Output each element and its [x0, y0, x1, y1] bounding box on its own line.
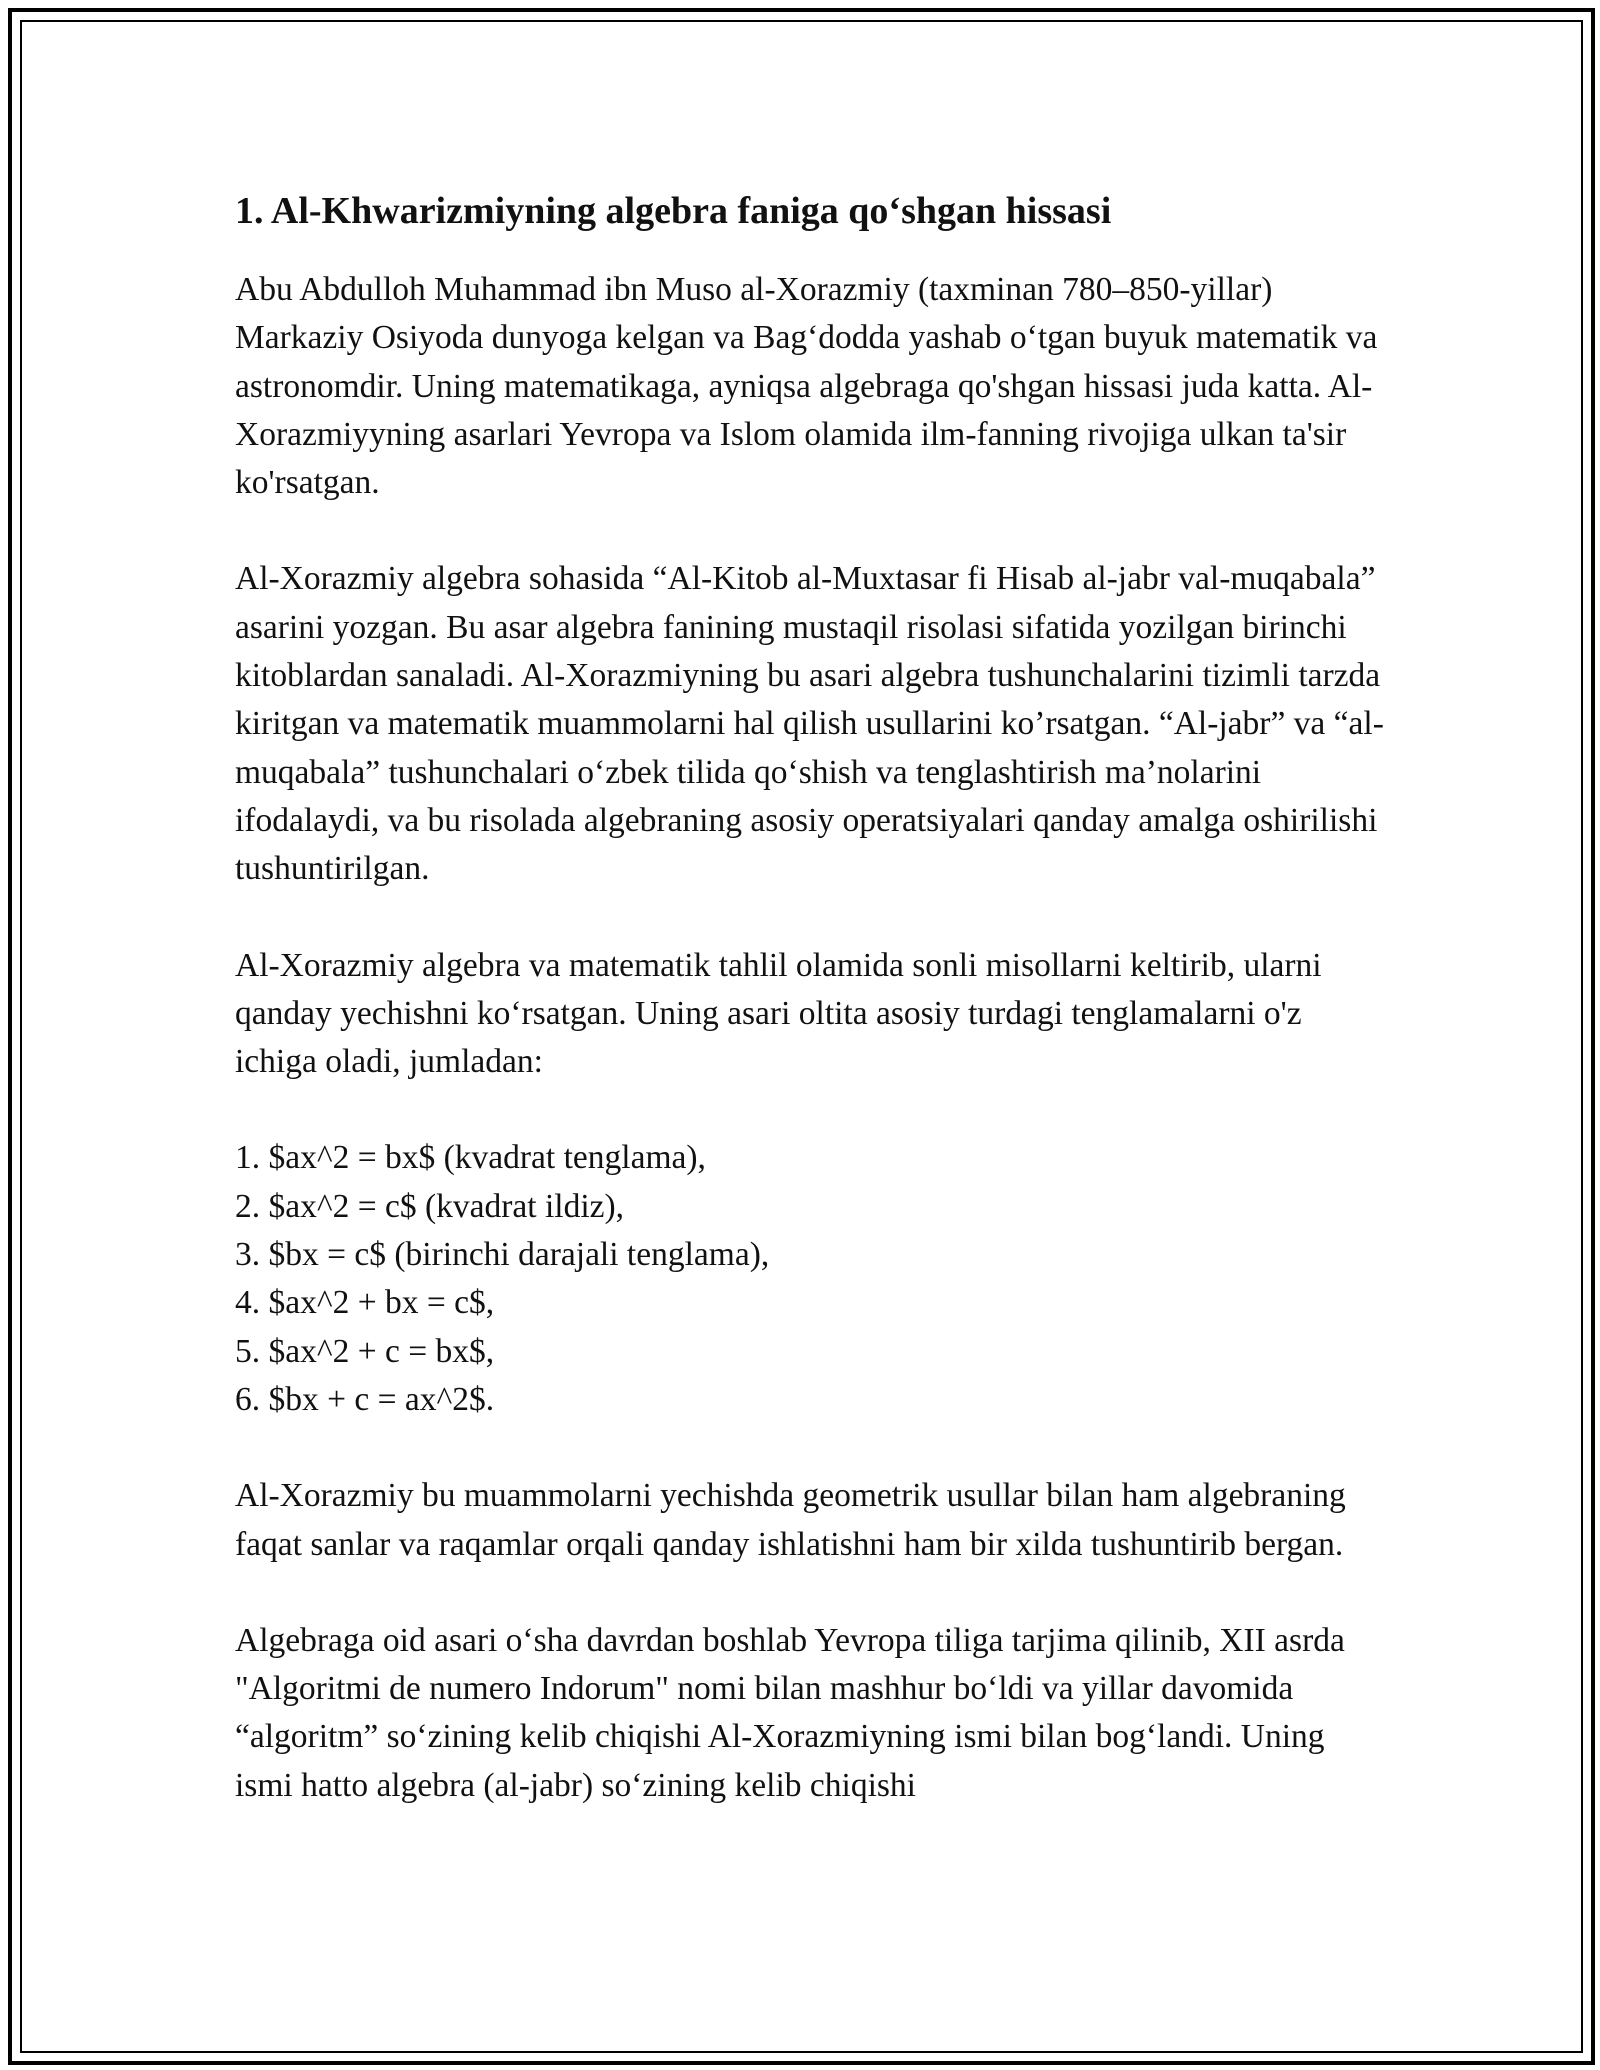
equation-item: 6. $bx + c = ax^2$. [235, 1380, 495, 1418]
equation-item: 3. $bx = c$ (birinchi darajali tenglama), [235, 1236, 770, 1274]
document-body [235, 186, 1385, 1858]
equation-list [235, 1134, 1385, 1424]
paragraph-intro: Abu Abdulloh Muhammad ibn Muso al-Xorazmiy (taxminan 780–850-yillar) Markaziy Osiyoda dunyoga kelgan va Bag‘dodda yashab o‘tgan buyuk matematik va astronomdir. Uning matematikaga, ayniqsa algebraga qo'shgan hissasi juda katta. Al-Xorazmiyyning asarlari Yevropa va Islom olamida ilm-fanning rivojiga ulkan ta'sir ko'rsatgan. [235, 271, 1378, 502]
paragraph-book: Al-Xorazmiy algebra sohasida “Al-Kitob al-Muxtasar fi Hisab al-jabr val-muqabala” asarini yozgan. Bu asar algebra fanining mustaqil risolasi sifatida yozilgan birinchi kitoblardan sanaladi. Al-Xorazmiyning bu asari algebra tushunchalarini tizimli tarzda kiritgan va matematik muammolarni hal qilish usullarini ko’rsatgan. “Al-jabr” va “al-muqabala” tushunchalari o‘zbek tilida qo‘shish va tenglashtirish ma’nolarini ifodalaydi, va bu risolada algebraning asosiy operatsiyalari qanday amalga oshirilishi tushuntirilgan. [235, 560, 1384, 888]
section-heading: 1. Al-Khwarizmiyning algebra faniga qo‘shgan hissasi [235, 190, 1112, 232]
paragraph-geometric-methods: Al-Xorazmiy bu muammolarni yechishda geometrik usullar bilan ham algebraning faqat sanlar va raqamlar orqali qanday ishlatishni ham bir xilda tushuntirib bergan. [235, 1477, 1346, 1563]
paragraph-legacy: Algebraga oid asari o‘sha davrdan boshlab Yevropa tiliga tarjima qilinib, XII asrda "Algoritmi de numero Indorum" nomi bilan mashhur bo‘ldi va yillar davomida “algoritm” so‘zining kelib chiqishi Al-Xorazmiyning ismi bilan bog‘landi. Uning ismi hatto algebra (al-jabr) so‘zining kelib chiqishi [235, 1621, 1345, 1804]
equation-item: 4. $ax^2 + bx = c$, [235, 1284, 495, 1322]
equation-item: 2. $ax^2 = c$ (kvadrat ildiz), [235, 1187, 625, 1225]
equation-item: 1. $ax^2 = bx$ (kvadrat tenglama), [235, 1139, 706, 1177]
paragraph-equation-types: Al-Xorazmiy algebra va matematik tahlil olamida sonli misollarni keltirib, ularni qanday yechishni ko‘rsatgan. Uning asari oltita asosiy turdagi tenglamalarni o'z ichiga oladi, jumladan: [235, 946, 1322, 1081]
equation-item: 5. $ax^2 + c = bx$, [235, 1332, 495, 1370]
